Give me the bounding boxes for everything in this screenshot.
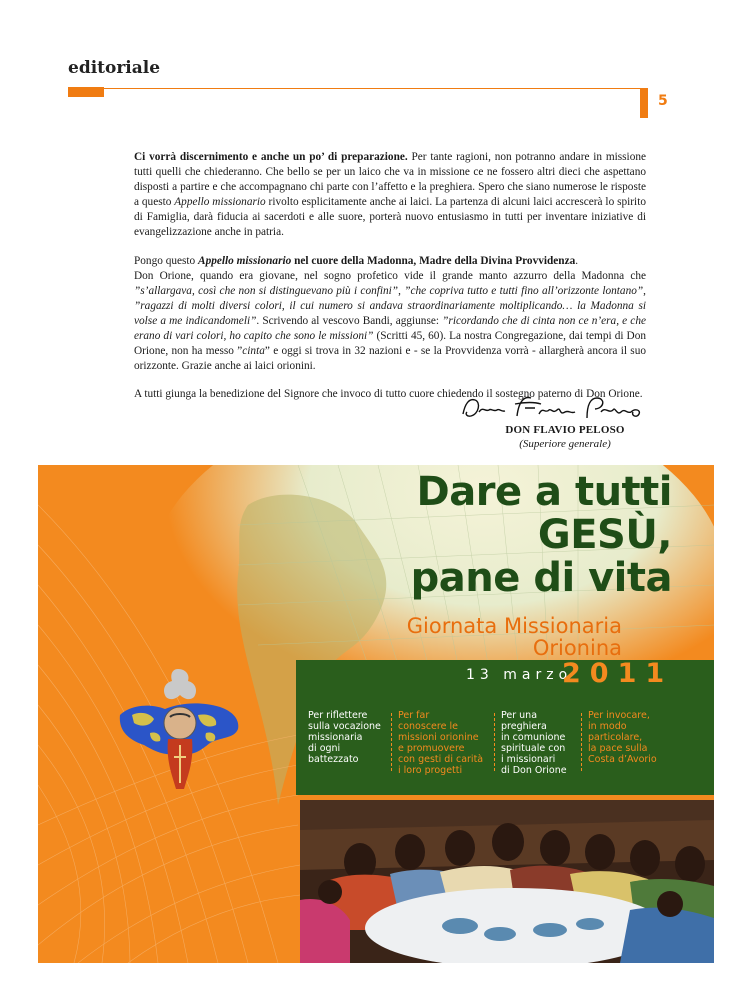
purpose-separator (581, 713, 583, 771)
poster-subtitle-line-2: Orionina (532, 636, 622, 660)
congregation-logo (110, 665, 250, 795)
header-rule-block (68, 87, 104, 97)
header-rule-line (104, 88, 644, 89)
page-number: 5 (658, 93, 668, 109)
signature-role: (Superiore generale) (519, 438, 611, 450)
section-title: editoriale (68, 58, 161, 78)
purpose-2: Per far conoscere le missioni orionine e promuovere con gesti di carità i loro progetti (398, 710, 484, 776)
header-rule-tick (640, 88, 648, 118)
last-supper-painting (300, 800, 714, 963)
poster-title-line-2: GESÙ, (537, 512, 672, 558)
article-body (134, 150, 646, 415)
poster-date: 13 marzo (466, 667, 573, 683)
purpose-3: Per una preghiera in comunione spirituale con i missionari di Don Orione (501, 710, 567, 776)
handwritten-signature (455, 390, 655, 424)
paragraph-3: A tutti giunga la benedizione del Signore che invoco di tutto cuore chiedendo il sostegno paterno di Don Orione. (134, 388, 643, 401)
signature-name: DON FLAVIO PELOSO (505, 424, 625, 436)
poster-title-line-1: Dare a tutti (416, 469, 672, 515)
poster-year: 2011 (562, 658, 674, 689)
paragraph-1: Ci vorrà discernimento e anche un po’ di preparazione. Per tante ragioni, non potranno andare in missione tutti quelli che chiederanno. Che bello se per un laico che va in missione ce ne fossero altri dieci che aspettano disposti a partire e che accompagnano chi parte con l’affetto e la preghiera. Spero che siano numerose le risposte a questo Appello missionario rivolto esplicitamente anche ai laici. La partenza di alcuni laici accrescerà lo spirito di Famiglia, darà fiducia ai sacerdoti e alle suore, porterà nuovo entusiasmo in tutti per inventare iniziative di evangelizzazione anche in patria. (134, 151, 647, 239)
purpose-1: Per riflettere sulla vocazione missionaria di ogni battezzato (308, 710, 381, 765)
paragraph-2a: Pongo questo Appello missionario nel cuore della Madonna, Madre della Divina Provvidenza. (134, 254, 579, 267)
poster-title (411, 471, 672, 600)
purpose-separator (494, 713, 496, 771)
purpose-separator (391, 713, 393, 771)
mission-day-poster (38, 465, 714, 963)
paragraph-2b: Don Orione, quando era giovane, nel sogno profetico vide il grande manto azzurro della Madonna che ”s’allargava, così che non si distinguevano più i confini”, ”che copriva tutto e tutti fino all’orizzonte lontano”, ”ragazzi di molti diversi colori, il cui numero si andava straordinariamente moltiplicando… la Madonna si volse a me indicandomeli”. Scrivendo al vescovo Bandi, aggiunse: ”ricordando che di cinta non ce n’era, e che erano di vari colori, ho capito che sono le missioni” (Scritti 45, 60). La nostra Congregazione, dai tempi di Don Orione, non ha messo ”cinta” e oggi si trova in 32 nazioni e - se la Provvidenza vorrà - allargherà ancora il suo orizzonte. Grazie anche ai laici orionini. (134, 269, 647, 373)
poster-subtitle-line-1: Giornata Missionaria (406, 614, 622, 638)
purpose-4: Per invocare, in modo particolare, la pace sulla Costa d’Avorio (588, 710, 657, 765)
poster-subtitle (407, 615, 622, 659)
poster-title-line-3: pane di vita (410, 555, 672, 601)
